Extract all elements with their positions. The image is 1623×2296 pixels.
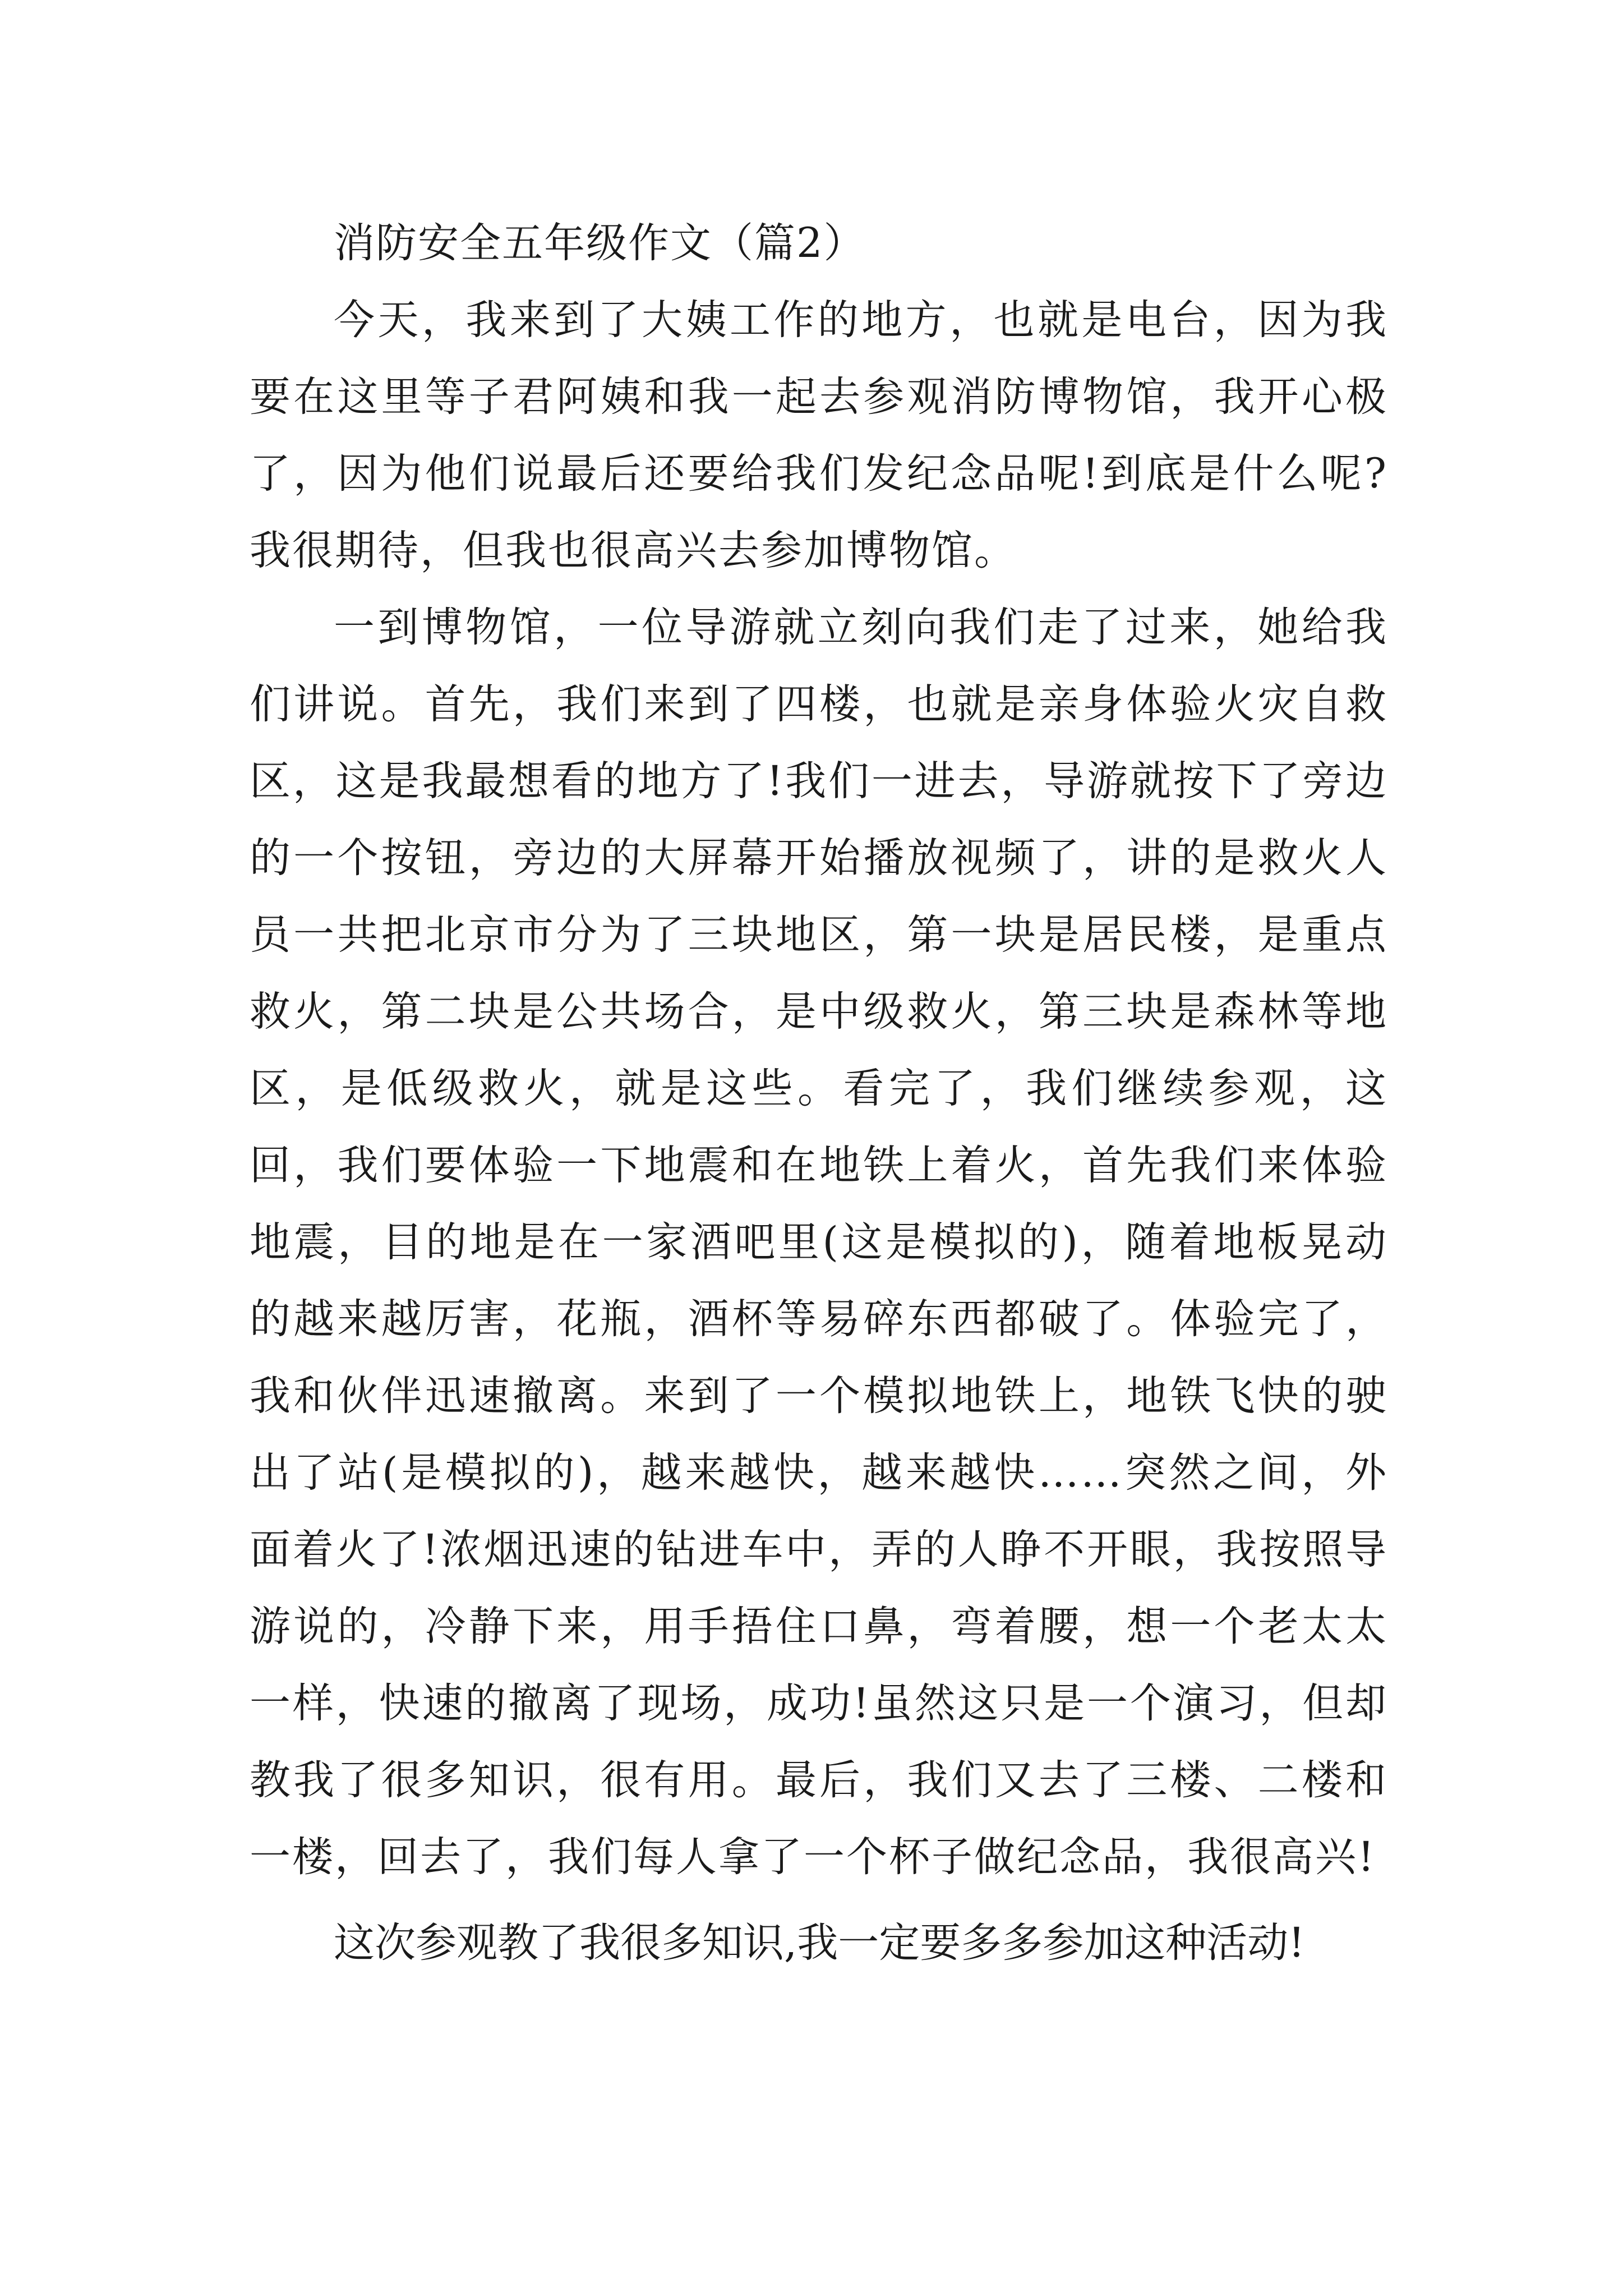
document-title: 消防安全五年级作文（篇2） xyxy=(334,219,866,267)
paragraph-3: 这次参观教了我很多知识,我一定要多多参加这种活动! xyxy=(334,1919,1305,1967)
paragraph-2: 一到博物馆，一位导游就立刻向我们走了过来，她给我们讲说。首先，我们来到了四楼，也就是亲身体验火灾自救区，这是我最想看的地方了!我们一进去，导游就按下了旁边的一个按钮，旁边的大屏幕开始播放视频了，讲的是救火人员一共把北京市分为了三块地区，第一块是居民楼，是重点救火，第二块是公共场合，是中级救火，第三块是森林等地区，是低级救火，就是这些。看完了，我们继续参观，这回，我们要体验一下地震和在地铁上着火，首先我们来体验地震，目的地是在一家酒吧里(这是模拟的)，随着地板晃动的越来越厉害，花瓶，酒杯等易碎东西都破了。体验完了，我和伙伴迅速撤离。来到了一个模拟地铁上，地铁飞快的驶出了站(是模拟的)，越来越快，越来越快……突然之间，外面着火了!浓烟迅速的钻进车中，弄的人睁不开眼，我按照导游说的，冷静下来，用手捂住口鼻，弯着腰，想一个老太太一样，快速的撤离了现场，成功!虽然这只是一个演习，但却教我了很多知识，很有用。最后，我们又去了三楼、二楼和一楼，回去了，我们每人拿了一个杯子做纪念品，我很高兴! xyxy=(250,604,1388,1881)
paragraph-1: 今天，我来到了大姨工作的地方，也就是电台，因为我要在这里等子君阿姨和我一起去参观消防博物馆，我开心极了，因为他们说最后还要给我们发纪念品呢!到底是什么呢?我很期待，但我也很高兴去参加博物馆。 xyxy=(250,296,1388,574)
document-body xyxy=(250,205,1388,1981)
